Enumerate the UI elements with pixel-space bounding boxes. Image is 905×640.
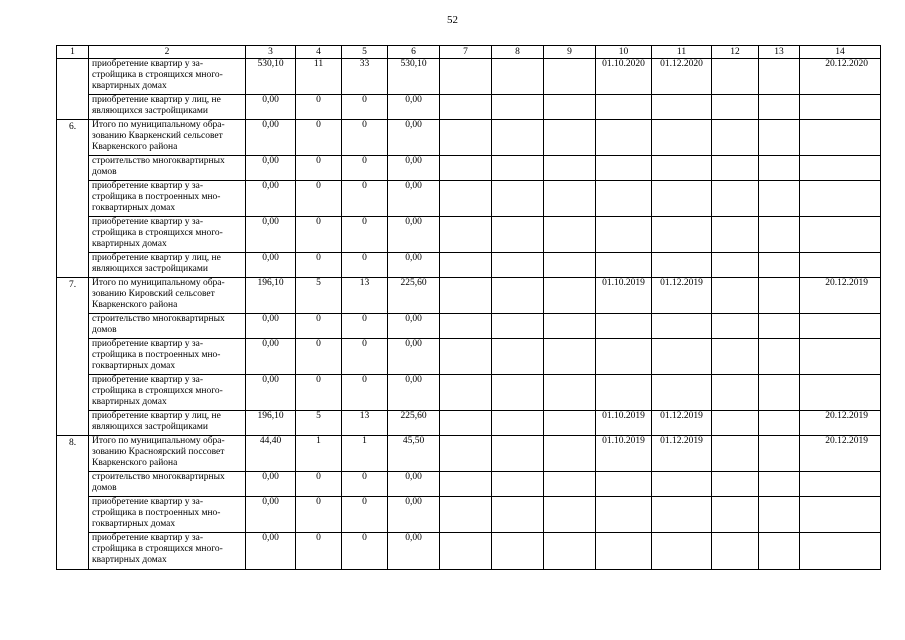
empty-cell: [544, 375, 596, 411]
count-cell: 0: [296, 472, 342, 497]
count-cell: 0: [342, 217, 388, 253]
count-cell: 13: [342, 411, 388, 436]
date-cell: [596, 253, 652, 278]
date-cell: [800, 533, 881, 570]
count-cell: 1: [296, 436, 342, 472]
table-row: [57, 314, 881, 339]
date-cell: [596, 375, 652, 411]
row-number-cell: 6.: [57, 120, 89, 278]
empty-cell: [440, 314, 492, 339]
cost-cell: 0,00: [388, 253, 440, 278]
count-cell: 0: [296, 95, 342, 120]
column-header: 9: [544, 46, 596, 59]
column-header: 14: [800, 46, 881, 59]
date-cell: 01.10.2019: [596, 411, 652, 436]
date-cell: [800, 253, 881, 278]
empty-cell: [492, 436, 544, 472]
date-cell: [800, 217, 881, 253]
empty-cell: [759, 472, 800, 497]
cost-cell: 530,10: [246, 59, 296, 95]
table-row: [57, 472, 881, 497]
table-row: [57, 497, 881, 533]
column-header: 13: [759, 46, 800, 59]
empty-cell: [492, 375, 544, 411]
direction-cell: строительство многоквартирных домов: [89, 314, 246, 339]
date-cell: 01.12.2019: [652, 278, 712, 314]
empty-cell: [759, 278, 800, 314]
empty-cell: [440, 436, 492, 472]
direction-cell: приобретение квартир у за- стройщика в строящихся много- квартирных домах: [89, 533, 246, 570]
empty-cell: [492, 253, 544, 278]
cost-cell: 0,00: [388, 375, 440, 411]
direction-cell: Итого по муниципальному обра- зованию Красноярский поссовет Кваркенского района: [89, 436, 246, 472]
empty-cell: [544, 278, 596, 314]
cost-cell: 0,00: [246, 253, 296, 278]
empty-cell: [492, 472, 544, 497]
empty-cell: [544, 436, 596, 472]
row-number-cell: [57, 59, 89, 120]
empty-cell: [544, 120, 596, 156]
cost-cell: 0,00: [388, 533, 440, 570]
date-cell: [800, 472, 881, 497]
empty-cell: [759, 339, 800, 375]
count-cell: 0: [342, 181, 388, 217]
empty-cell: [492, 181, 544, 217]
cost-cell: 0,00: [246, 533, 296, 570]
empty-cell: [759, 95, 800, 120]
empty-cell: [759, 436, 800, 472]
column-header: 8: [492, 46, 544, 59]
table-row: [57, 181, 881, 217]
count-cell: 0: [342, 253, 388, 278]
empty-cell: [544, 339, 596, 375]
direction-cell: приобретение квартир у за- стройщика в строящихся много- квартирных домах: [89, 59, 246, 95]
empty-cell: [492, 339, 544, 375]
direction-cell: строительство многоквартирных домов: [89, 472, 246, 497]
date-cell: 01.10.2019: [596, 278, 652, 314]
column-header: 4: [296, 46, 342, 59]
empty-cell: [492, 156, 544, 181]
empty-cell: [759, 217, 800, 253]
date-cell: [652, 497, 712, 533]
empty-cell: [492, 217, 544, 253]
date-cell: [596, 533, 652, 570]
count-cell: 1: [342, 436, 388, 472]
date-cell: [652, 253, 712, 278]
count-cell: 33: [342, 59, 388, 95]
cost-cell: 225,60: [388, 411, 440, 436]
empty-cell: [440, 217, 492, 253]
count-cell: 0: [342, 472, 388, 497]
row-number-cell: 8.: [57, 436, 89, 570]
direction-cell: приобретение квартир у за- стройщика в строящихся много- квартирных домах: [89, 217, 246, 253]
empty-cell: [440, 95, 492, 120]
direction-cell: строительство многоквартирных домов: [89, 156, 246, 181]
empty-cell: [492, 95, 544, 120]
date-cell: [596, 217, 652, 253]
cost-cell: 0,00: [388, 156, 440, 181]
empty-cell: [759, 533, 800, 570]
date-cell: [652, 314, 712, 339]
date-cell: 01.12.2020: [652, 59, 712, 95]
table-row: [57, 375, 881, 411]
empty-cell: [759, 497, 800, 533]
empty-cell: [712, 181, 759, 217]
table-row: [57, 436, 881, 472]
column-number-row: [57, 46, 881, 59]
empty-cell: [712, 375, 759, 411]
direction-cell: Итого по муниципальному обра- зованию Кваркенский сельсовет Кваркенского района: [89, 120, 246, 156]
empty-cell: [544, 533, 596, 570]
cost-cell: 0,00: [388, 497, 440, 533]
date-cell: 01.12.2019: [652, 411, 712, 436]
count-cell: 0: [342, 314, 388, 339]
direction-cell: приобретение квартир у за- стройщика в построенных мно- гоквартирных домах: [89, 339, 246, 375]
column-header: 5: [342, 46, 388, 59]
empty-cell: [544, 314, 596, 339]
empty-cell: [544, 181, 596, 217]
empty-cell: [712, 497, 759, 533]
count-cell: 0: [296, 181, 342, 217]
date-cell: 01.10.2019: [596, 436, 652, 472]
empty-cell: [492, 497, 544, 533]
cost-cell: 196,10: [246, 278, 296, 314]
cost-cell: 0,00: [388, 120, 440, 156]
date-cell: [652, 120, 712, 156]
table-row: [57, 156, 881, 181]
date-cell: [800, 95, 881, 120]
empty-cell: [440, 375, 492, 411]
date-cell: [652, 156, 712, 181]
program-table: [56, 45, 881, 570]
direction-cell: Итого по муниципальному обра- зованию Кировский сельсовет Кваркенского района: [89, 278, 246, 314]
empty-cell: [544, 253, 596, 278]
empty-cell: [492, 411, 544, 436]
count-cell: 0: [296, 375, 342, 411]
direction-cell: приобретение квартир у лиц, не являющихся застройщиками: [89, 411, 246, 436]
cost-cell: 45,50: [388, 436, 440, 472]
date-cell: [652, 95, 712, 120]
date-cell: 20.12.2019: [800, 411, 881, 436]
empty-cell: [492, 533, 544, 570]
count-cell: 5: [296, 278, 342, 314]
empty-cell: [712, 217, 759, 253]
cost-cell: 0,00: [388, 314, 440, 339]
date-cell: 01.10.2020: [596, 59, 652, 95]
count-cell: 0: [296, 156, 342, 181]
cost-cell: 0,00: [246, 181, 296, 217]
cost-cell: 0,00: [388, 181, 440, 217]
empty-cell: [712, 278, 759, 314]
cost-cell: 0,00: [246, 156, 296, 181]
empty-cell: [544, 411, 596, 436]
cost-cell: 0,00: [246, 375, 296, 411]
cost-cell: 0,00: [246, 339, 296, 375]
empty-cell: [440, 411, 492, 436]
date-cell: [800, 120, 881, 156]
column-header: 11: [652, 46, 712, 59]
table-row: [57, 59, 881, 95]
cost-cell: 225,60: [388, 278, 440, 314]
empty-cell: [759, 375, 800, 411]
cost-cell: 0,00: [246, 120, 296, 156]
count-cell: 0: [296, 120, 342, 156]
date-cell: [652, 181, 712, 217]
date-cell: [596, 339, 652, 375]
date-cell: [652, 472, 712, 497]
date-cell: [800, 314, 881, 339]
empty-cell: [492, 59, 544, 95]
empty-cell: [759, 120, 800, 156]
table-body: [57, 59, 881, 570]
empty-cell: [712, 411, 759, 436]
table-row: [57, 533, 881, 570]
count-cell: 13: [342, 278, 388, 314]
date-cell: [800, 375, 881, 411]
empty-cell: [544, 59, 596, 95]
column-header: 3: [246, 46, 296, 59]
empty-cell: [440, 59, 492, 95]
empty-cell: [759, 411, 800, 436]
empty-cell: [544, 156, 596, 181]
empty-cell: [712, 253, 759, 278]
empty-cell: [440, 156, 492, 181]
cost-cell: 0,00: [388, 95, 440, 120]
row-number-cell: 7.: [57, 278, 89, 436]
count-cell: 0: [296, 314, 342, 339]
table-row: [57, 253, 881, 278]
empty-cell: [440, 497, 492, 533]
empty-cell: [440, 120, 492, 156]
cost-cell: 0,00: [246, 497, 296, 533]
cost-cell: 0,00: [246, 95, 296, 120]
empty-cell: [759, 59, 800, 95]
date-cell: [596, 472, 652, 497]
date-cell: 20.12.2019: [800, 278, 881, 314]
count-cell: 0: [342, 375, 388, 411]
empty-cell: [492, 120, 544, 156]
table-row: [57, 278, 881, 314]
empty-cell: [544, 95, 596, 120]
empty-cell: [712, 95, 759, 120]
empty-cell: [440, 181, 492, 217]
empty-cell: [440, 278, 492, 314]
count-cell: 0: [296, 339, 342, 375]
empty-cell: [712, 314, 759, 339]
page-number: 52: [447, 14, 458, 26]
count-cell: 0: [342, 120, 388, 156]
date-cell: [652, 339, 712, 375]
empty-cell: [544, 472, 596, 497]
empty-cell: [759, 156, 800, 181]
date-cell: [652, 217, 712, 253]
cost-cell: 196,10: [246, 411, 296, 436]
column-header: 7: [440, 46, 492, 59]
empty-cell: [492, 278, 544, 314]
empty-cell: [440, 472, 492, 497]
count-cell: 0: [342, 533, 388, 570]
date-cell: [596, 497, 652, 533]
cost-cell: 0,00: [246, 472, 296, 497]
table-row: [57, 95, 881, 120]
date-cell: [652, 533, 712, 570]
count-cell: 0: [296, 533, 342, 570]
table-row: [57, 339, 881, 375]
date-cell: 20.12.2020: [800, 59, 881, 95]
column-header: 6: [388, 46, 440, 59]
empty-cell: [544, 497, 596, 533]
empty-cell: [440, 253, 492, 278]
column-header: 1: [57, 46, 89, 59]
cost-cell: 0,00: [388, 472, 440, 497]
empty-cell: [492, 314, 544, 339]
date-cell: [800, 339, 881, 375]
empty-cell: [759, 253, 800, 278]
date-cell: [800, 156, 881, 181]
date-cell: 01.12.2019: [652, 436, 712, 472]
cost-cell: 530,10: [388, 59, 440, 95]
empty-cell: [712, 436, 759, 472]
date-cell: [596, 95, 652, 120]
date-cell: [800, 181, 881, 217]
date-cell: [800, 497, 881, 533]
count-cell: 0: [342, 497, 388, 533]
cost-cell: 0,00: [246, 314, 296, 339]
count-cell: 0: [296, 217, 342, 253]
cost-cell: 0,00: [246, 217, 296, 253]
direction-cell: приобретение квартир у за- стройщика в построенных мно- гоквартирных домах: [89, 181, 246, 217]
column-header: 10: [596, 46, 652, 59]
direction-cell: приобретение квартир у лиц, не являющихся застройщиками: [89, 253, 246, 278]
empty-cell: [440, 339, 492, 375]
count-cell: 0: [342, 156, 388, 181]
date-cell: 20.12.2019: [800, 436, 881, 472]
date-cell: [652, 375, 712, 411]
date-cell: [596, 181, 652, 217]
empty-cell: [712, 533, 759, 570]
column-header: 12: [712, 46, 759, 59]
cost-cell: 44,40: [246, 436, 296, 472]
direction-cell: приобретение квартир у лиц, не являющихся застройщиками: [89, 95, 246, 120]
date-cell: [596, 156, 652, 181]
empty-cell: [440, 533, 492, 570]
count-cell: 0: [342, 95, 388, 120]
count-cell: 0: [296, 253, 342, 278]
table-row: [57, 217, 881, 253]
count-cell: 0: [296, 497, 342, 533]
column-header: 2: [89, 46, 246, 59]
empty-cell: [712, 156, 759, 181]
date-cell: [596, 120, 652, 156]
empty-cell: [712, 59, 759, 95]
count-cell: 0: [342, 339, 388, 375]
empty-cell: [712, 120, 759, 156]
table-row: [57, 120, 881, 156]
table-row: [57, 411, 881, 436]
empty-cell: [544, 217, 596, 253]
empty-cell: [759, 314, 800, 339]
direction-cell: приобретение квартир у за- стройщика в строящихся много- квартирных домах: [89, 375, 246, 411]
direction-cell: приобретение квартир у за- стройщика в построенных мно- гоквартирных домах: [89, 497, 246, 533]
empty-cell: [712, 472, 759, 497]
cost-cell: 0,00: [388, 217, 440, 253]
empty-cell: [712, 339, 759, 375]
count-cell: 11: [296, 59, 342, 95]
empty-cell: [759, 181, 800, 217]
date-cell: [596, 314, 652, 339]
cost-cell: 0,00: [388, 339, 440, 375]
count-cell: 5: [296, 411, 342, 436]
